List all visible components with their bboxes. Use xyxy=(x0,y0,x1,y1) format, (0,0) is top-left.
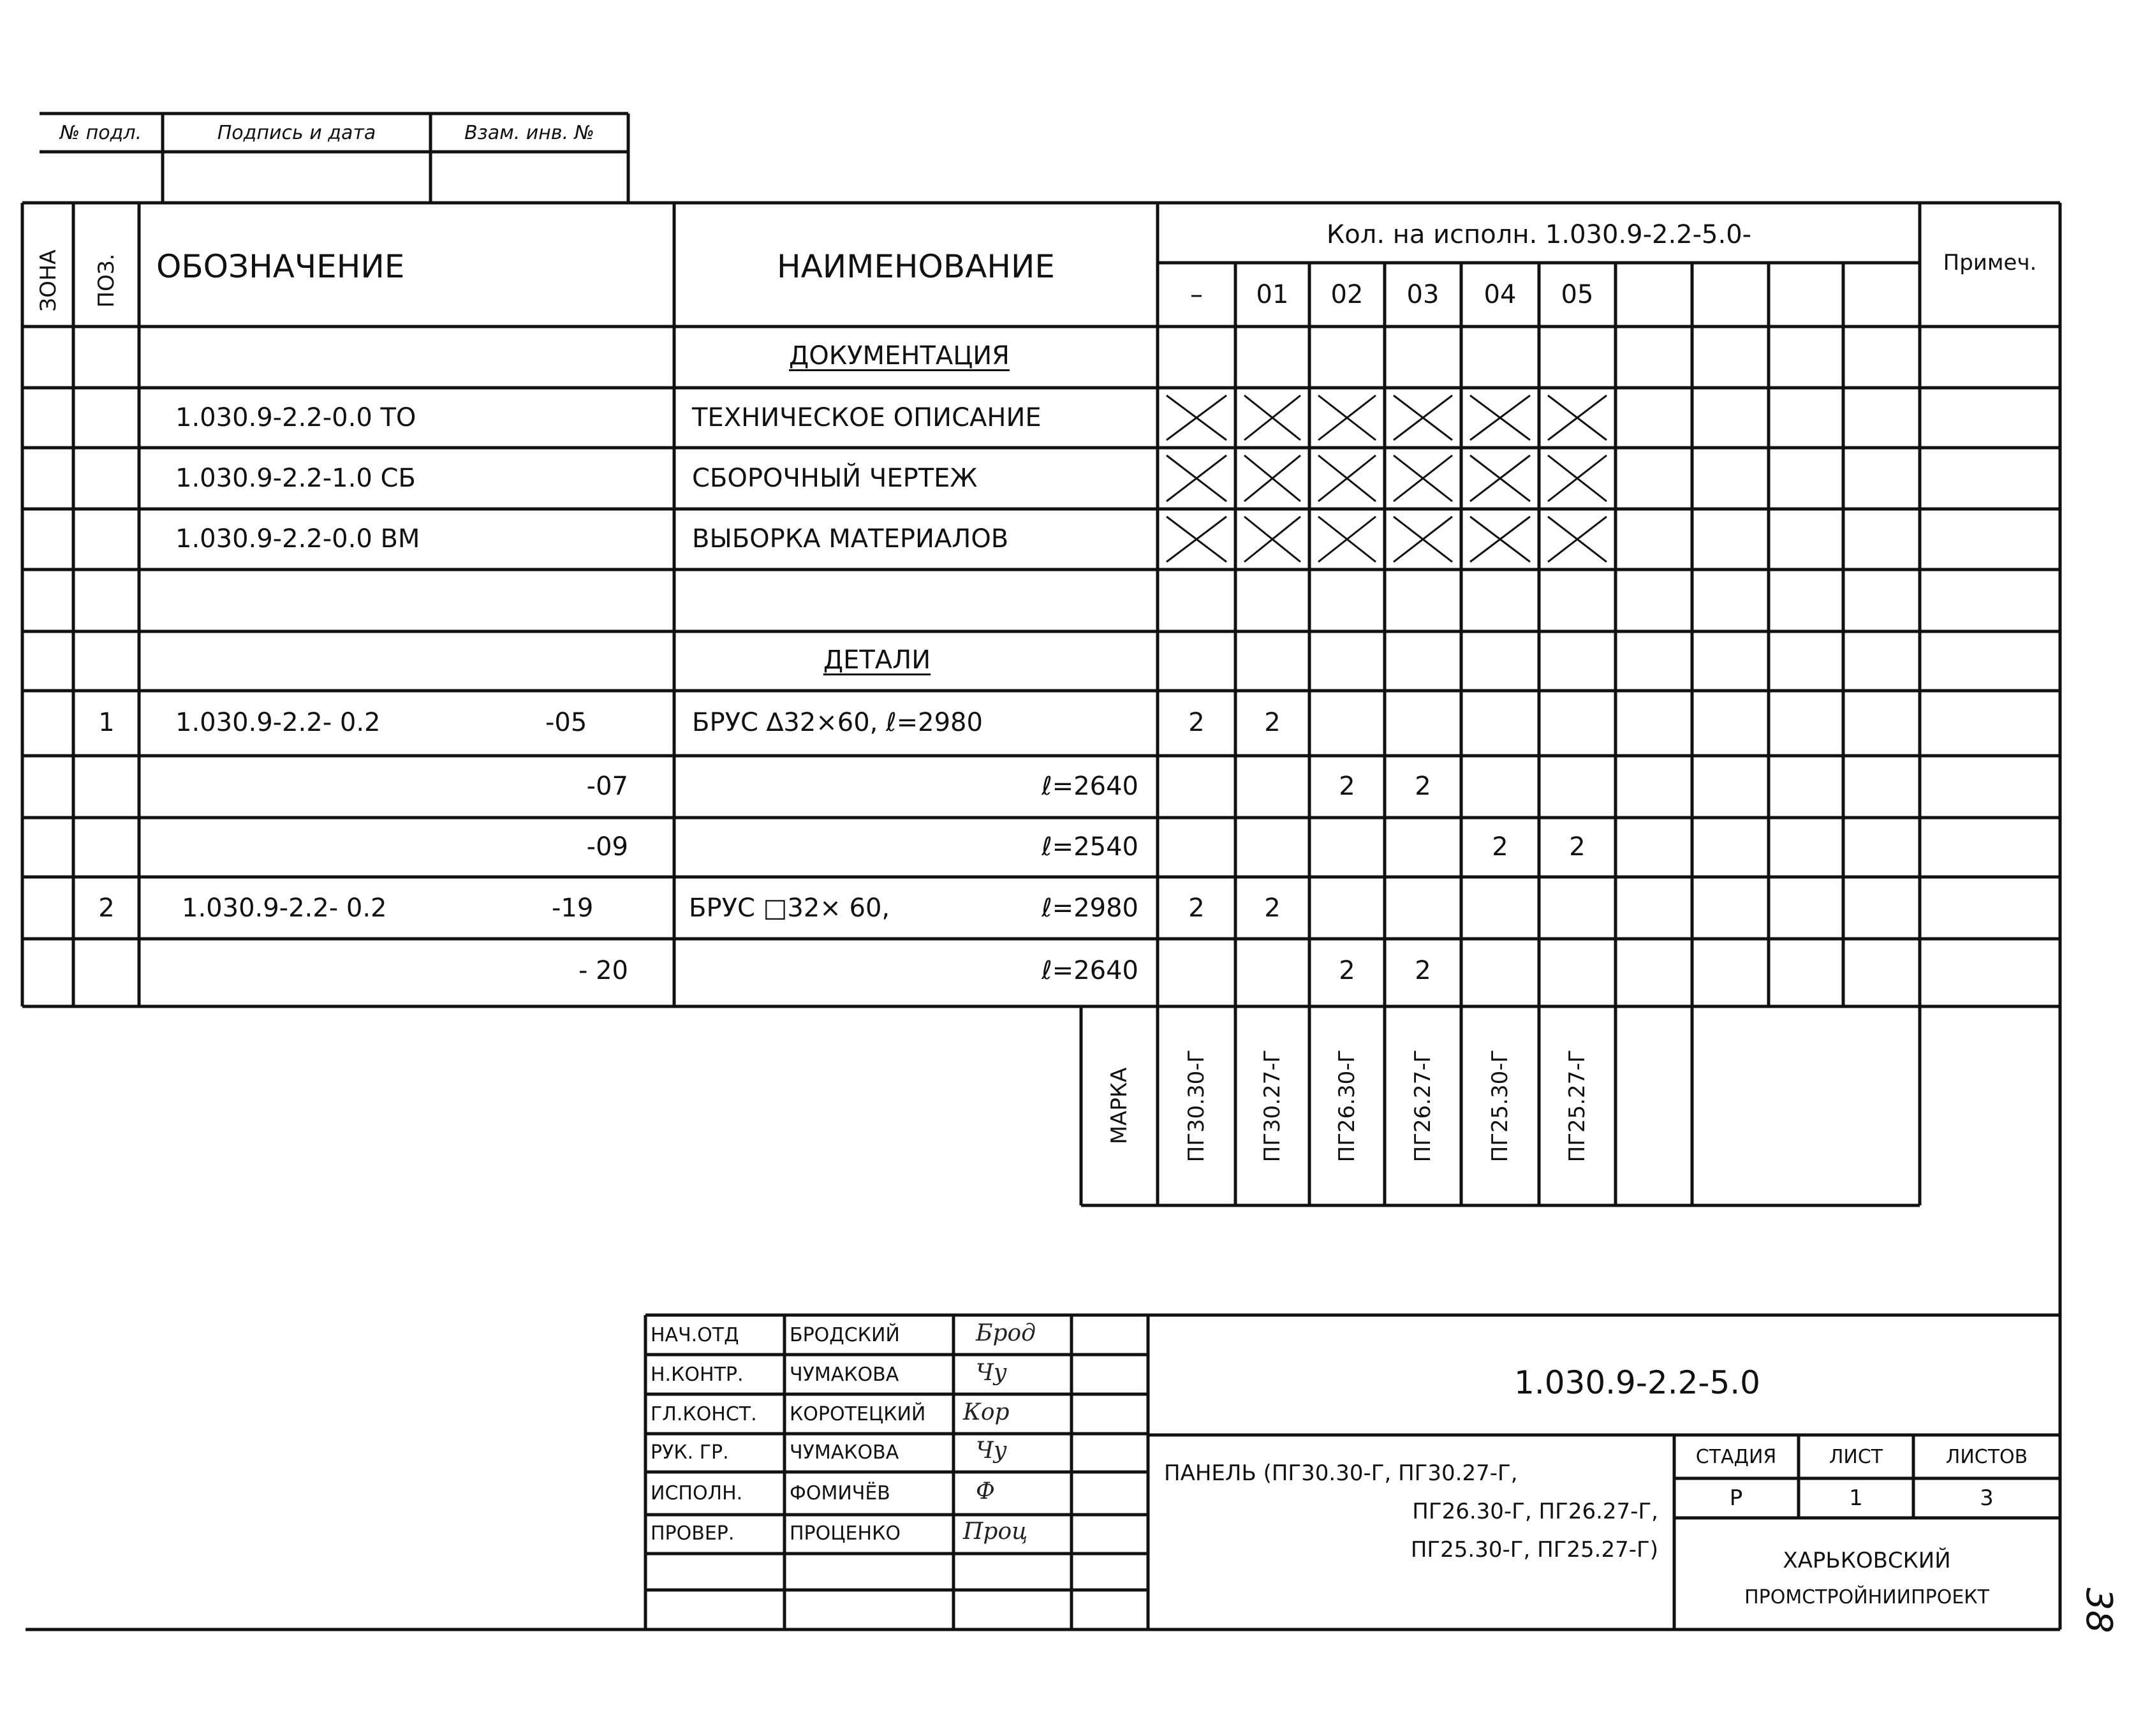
qty-cell: 2 xyxy=(1188,894,1205,923)
row-designation: 1.030.9-2.2-0.0 ВМ xyxy=(175,524,420,554)
role-label: НАЧ.ОТД xyxy=(651,1324,739,1346)
section-details: ДЕТАЛИ xyxy=(823,645,931,675)
qty-cell: 2 xyxy=(1492,832,1508,862)
header-name: НАИМЕНОВАНИЕ xyxy=(777,248,1055,285)
x-mark xyxy=(1470,395,1530,440)
person-name: БРОДСКИЙ xyxy=(790,1324,900,1346)
mark-label: ПГ26.30-Г xyxy=(1334,1049,1360,1163)
role-label: Н.КОНТР. xyxy=(651,1364,744,1386)
mark-label: ПГ30.30-Г xyxy=(1184,1049,1209,1163)
stamp-label-inv-no: № подл. xyxy=(59,122,142,144)
x-mark xyxy=(1318,517,1376,562)
role-label: ИСПОЛН. xyxy=(651,1482,743,1504)
qty-cell: 2 xyxy=(1569,832,1586,862)
title-line: ПГ26.30-Г, ПГ26.27-Г, xyxy=(1412,1499,1658,1524)
row-name-length: ℓ=2980 xyxy=(1042,894,1138,923)
row-designation: 1.030.9-2.2- 0.2 xyxy=(175,708,381,737)
variant-header: 04 xyxy=(1484,280,1517,309)
stamp-label-signature-date: Подпись и дата xyxy=(217,122,376,144)
x-mark xyxy=(1318,455,1376,501)
qty-cell: 2 xyxy=(1264,894,1281,923)
row-suffix: -19 xyxy=(552,894,594,923)
header-qty: Кол. на исполн. 1.030.9-2.2-5.0- xyxy=(1326,220,1752,249)
role-label: ПРОВЕР. xyxy=(651,1522,735,1545)
person-name: КОРОТЕЦКИЙ xyxy=(790,1403,926,1425)
role-label: ГЛ.КОНСТ. xyxy=(651,1403,757,1425)
signature: Чу xyxy=(976,1438,1007,1464)
variant-header: 01 xyxy=(1256,280,1289,309)
signature: Кор xyxy=(963,1399,1010,1425)
x-mark xyxy=(1167,455,1226,501)
x-mark xyxy=(1394,455,1452,501)
sheets-value: 3 xyxy=(1980,1485,1994,1511)
marka-label: МАРКА xyxy=(1107,1067,1132,1145)
row-name: ℓ=2540 xyxy=(1042,832,1138,862)
signature: Чу xyxy=(976,1360,1007,1386)
x-mark xyxy=(1318,395,1376,440)
person-name: ПРОЦЕНКО xyxy=(790,1522,901,1545)
qty-cell: 2 xyxy=(1415,772,1431,801)
stamp-label-replace-inv: Взам. инв. № xyxy=(464,122,594,144)
row-designation: 1.030.9-2.2- 0.2 xyxy=(182,894,387,923)
x-mark xyxy=(1244,455,1300,501)
margin-page-number: 38 xyxy=(2078,1587,2119,1633)
mark-label: ПГ25.27-Г xyxy=(1565,1049,1590,1163)
row-suffix: -07 xyxy=(586,772,628,801)
stage-label: СТАДИЯ xyxy=(1695,1446,1777,1468)
x-mark xyxy=(1394,395,1452,440)
x-mark xyxy=(1244,395,1300,440)
row-name: СБОРОЧНЫЙ ЧЕРТЕЖ xyxy=(692,464,978,493)
row-name: БРУС ∆32×60, ℓ=2980 xyxy=(692,708,983,737)
x-mark xyxy=(1244,517,1300,562)
signature: Проц xyxy=(963,1519,1028,1545)
title-line: ПГ25.30-Г, ПГ25.27-Г) xyxy=(1410,1537,1658,1563)
document-code: 1.030.9-2.2-5.0 xyxy=(1514,1364,1760,1401)
row-suffix: - 20 xyxy=(578,956,628,985)
mark-label: ПГ25.30-Г xyxy=(1487,1049,1513,1163)
qty-cell: 2 xyxy=(1339,772,1355,801)
row-suffix: -09 xyxy=(586,832,628,862)
header-designation: ОБОЗНАЧЕНИЕ xyxy=(156,248,405,285)
mark-label: ПГ26.27-Г xyxy=(1410,1049,1436,1163)
row-pos: 1 xyxy=(98,708,115,737)
role-label: РУК. ГР. xyxy=(651,1441,729,1464)
mark-label: ПГ30.27-Г xyxy=(1260,1049,1285,1163)
row-designation: 1.030.9-2.2-0.0 ТО xyxy=(175,403,416,432)
qty-cell: 2 xyxy=(1339,956,1355,985)
sheets-label: ЛИСТОВ xyxy=(1945,1446,2028,1468)
header-pos: ПОЗ. xyxy=(94,253,119,308)
signature: Брод xyxy=(976,1320,1036,1346)
organization-line: ХАРЬКОВСКИЙ xyxy=(1783,1548,1951,1573)
qty-cell: 2 xyxy=(1264,708,1281,737)
x-mark xyxy=(1470,517,1530,562)
x-mark xyxy=(1167,395,1226,440)
stage-value: Р xyxy=(1729,1485,1743,1511)
header-note: Примеч. xyxy=(1943,250,2037,276)
organization-line: ПРОМСТРОЙНИИПРОЕКТ xyxy=(1744,1586,1989,1608)
qty-cell: 2 xyxy=(1188,708,1205,737)
sheet-value: 1 xyxy=(1849,1485,1863,1511)
x-mark xyxy=(1548,395,1607,440)
row-name: ВЫБОРКА МАТЕРИАЛОВ xyxy=(692,524,1009,554)
row-pos: 2 xyxy=(98,894,115,923)
person-name: ФОМИЧЁВ xyxy=(790,1482,890,1504)
row-name: ℓ=2640 xyxy=(1042,772,1138,801)
signature: Ф xyxy=(976,1478,995,1504)
sheet-label: ЛИСТ xyxy=(1829,1446,1883,1468)
x-mark xyxy=(1167,517,1226,562)
variant-header: 05 xyxy=(1561,280,1594,309)
variant-header: 03 xyxy=(1406,280,1439,309)
section-documentation: ДОКУМЕНТАЦИЯ xyxy=(789,341,1010,371)
row-suffix: -05 xyxy=(545,708,587,737)
row-designation: 1.030.9-2.2-1.0 СБ xyxy=(175,464,416,493)
qty-cell: 2 xyxy=(1415,956,1431,985)
variant-header: – xyxy=(1190,280,1203,309)
row-name: ТЕХНИЧЕСКОЕ ОПИСАНИЕ xyxy=(692,403,1042,432)
x-mark xyxy=(1394,517,1452,562)
title-line: ПАНЕЛЬ (ПГ30.30-Г, ПГ30.27-Г, xyxy=(1164,1460,1518,1486)
x-mark xyxy=(1548,455,1607,501)
row-name: ℓ=2640 xyxy=(1042,956,1138,985)
row-name: БРУС □32× 60, xyxy=(689,894,890,923)
person-name: ЧУМАКОВА xyxy=(790,1364,899,1386)
x-mark xyxy=(1470,455,1530,501)
person-name: ЧУМАКОВА xyxy=(790,1441,899,1464)
x-mark xyxy=(1548,517,1607,562)
header-zone: ЗОНА xyxy=(36,249,61,312)
variant-header: 02 xyxy=(1330,280,1364,309)
